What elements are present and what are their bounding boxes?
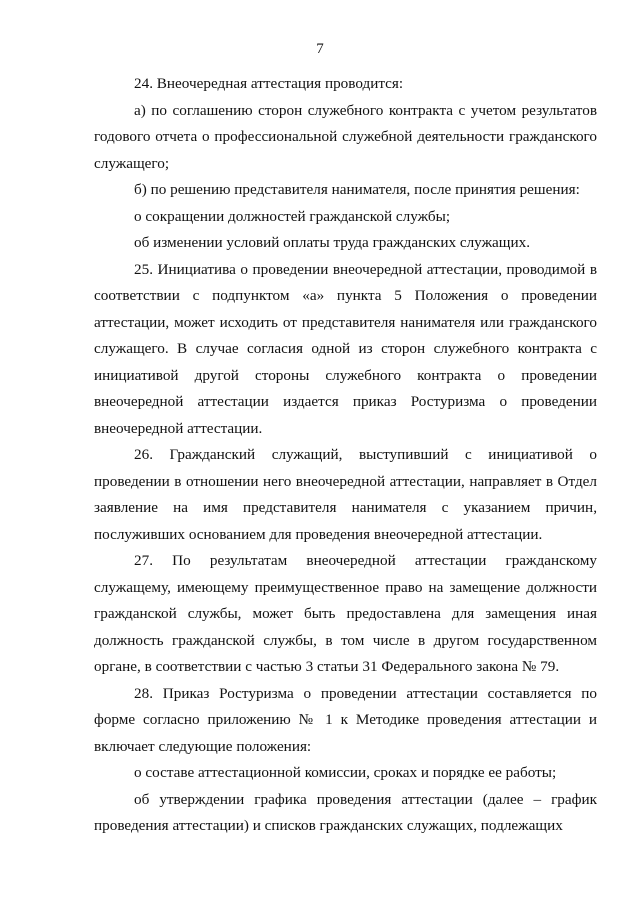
paragraph-27: 27. По результатам внеочередной аттестации гражданскому служащему, имеющему преимущественное право на замещение должности гражданской службы, может быть предоставлена для замещения иная должность гражданской службы, в том числе в другом государственном органе, в соответствии с частью 3 статьи 31 Федерального закона № 79. xyxy=(94,552,597,675)
paragraph-28: 28. Приказ Ростуризма о проведении аттестации составляется по форме согласно приложению № 1 к Методике проведения аттестации и включает следующие положения: xyxy=(94,684,597,755)
paragraph-28-item-2: об утверждении графика проведения аттестации (далее – график проведения аттестации) и списков гражданских служащих, подлежащих xyxy=(94,790,597,834)
paragraph-26: 26. Гражданский служащий, выступивший с инициативой о проведении в отношении него внеочередной аттестации, направляет в Отдел заявление на имя представителя нанимателя с указанием причин, послуживших основанием для проведения внеочередной аттестации. xyxy=(94,446,597,543)
page-number: 7 xyxy=(316,41,324,57)
paragraph-24-a: а) по соглашению сторон служебного контракта с учетом результатов годового отчета о профессиональной служебной деятельности гражданского служащего; xyxy=(94,101,597,172)
document-body xyxy=(94,71,597,840)
paragraph-25: 25. Инициатива о проведении внеочередной аттестации, проводимой в соответствии с подпунктом «а» пункта 5 Положения о проведении аттестации, может исходить от представителя нанимателя или гражданского служащего. В случае согласия одной из сторон служебного контракта с инициативой другой стороны служебного контракта о проведении внеочередной аттестации издается приказ Ростуризма о проведении внеочередной аттестации. xyxy=(94,260,597,437)
paragraph-28-item-1: о составе аттестационной комиссии, сроках и порядке ее работы; xyxy=(134,764,557,781)
paragraph-24-b: б) по решению представителя нанимателя, после принятия решения: xyxy=(134,181,580,198)
paragraph-24-intro: 24. Внеочередная аттестация проводится: xyxy=(134,75,404,92)
paragraph-24-b-item-2: об изменении условий оплаты труда гражданских служащих. xyxy=(134,234,531,251)
paragraph-24-b-item-1: о сокращении должностей гражданской службы; xyxy=(134,207,451,225)
